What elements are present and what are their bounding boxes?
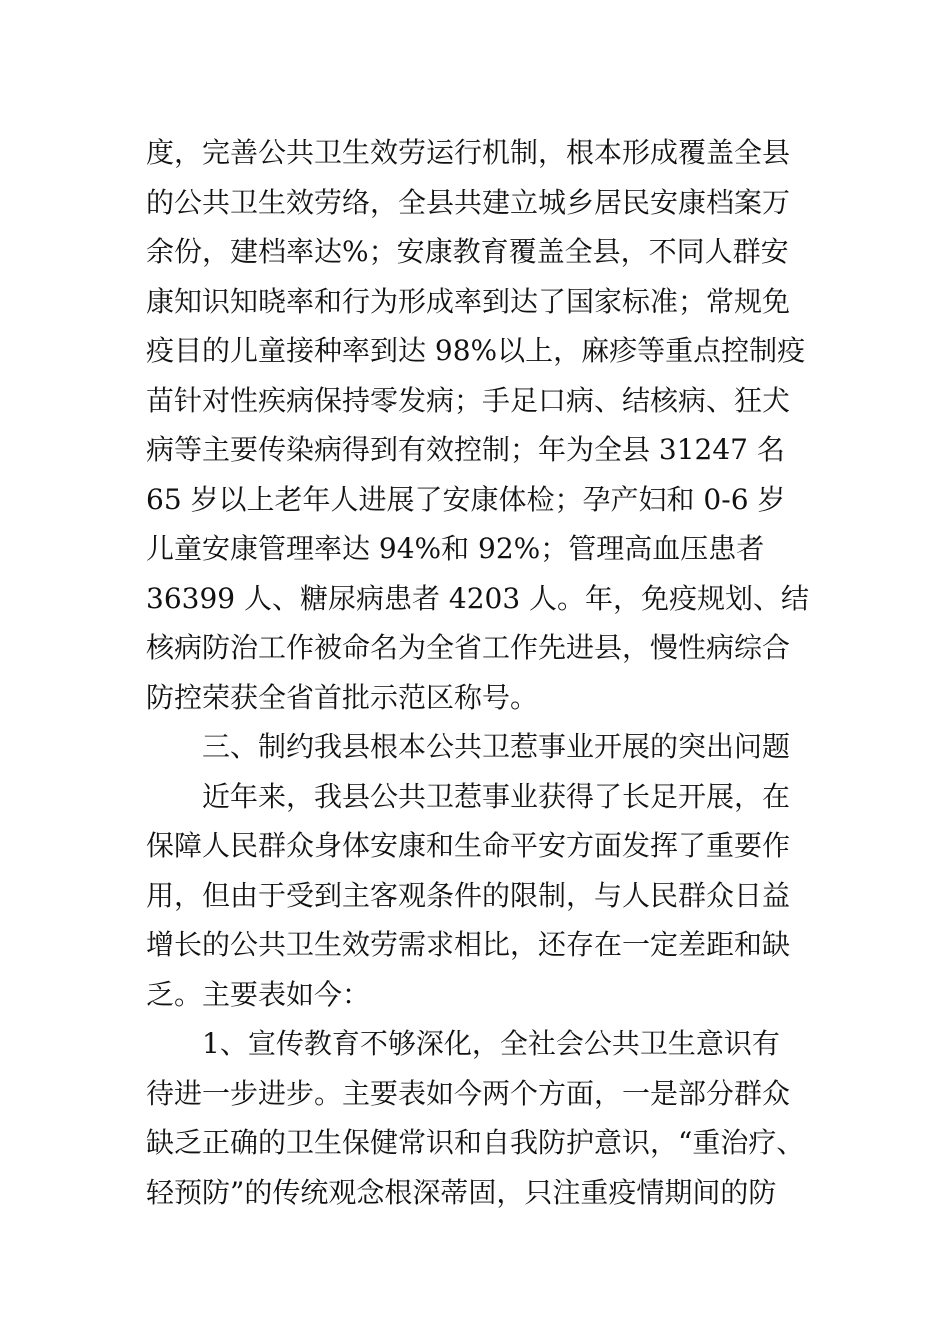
text-line: 度，完善公共卫生效劳运行机制，根本形成覆盖全县 <box>146 136 791 169</box>
text-line: 缺乏正确的卫生保健常识和自我防护意识，“重治疗、 <box>146 1126 805 1159</box>
text-line: 65 岁以上老年人进展了安康体检；孕产妇和 0-6 岁 <box>146 482 786 516</box>
text-line: 近年来，我县公共卫惹事业获得了长足开展，在 <box>202 779 791 813</box>
text-line: 增长的公共卫生效劳需求相比，还存在一定差距和缺 <box>146 928 791 961</box>
text-line: 待进一步进步。主要表如今两个方面，一是部分群众 <box>146 1076 791 1110</box>
text-line: 的公共卫生效劳络，全县共建立城乡居民安康档案万 <box>146 185 791 219</box>
text-line: 防控荣获全省首批示范区称号。 <box>146 680 539 714</box>
text-line: 病等主要传染病得到有效控制；年为全县 31247 名 <box>146 433 785 466</box>
text-line: 儿童安康管理率达 94%和 92%；管理高血压患者 <box>146 532 765 565</box>
text-line: 1、宣传教育不够深化，全社会公共卫生意识有 <box>202 1027 780 1060</box>
text-line: 康知识知晓率和行为形成率到达了国家标准；常规免 <box>146 284 791 318</box>
text-line: 乏。主要表如今： <box>146 977 371 1011</box>
text-line: 核病防治工作被命名为全省工作先进县，慢性病综合 <box>146 631 791 664</box>
text-line: 轻预防”的传统观念根深蒂固，只注重疫情期间的防 <box>146 1175 777 1209</box>
text-line: 36399 人、糖尿病患者 4203 人。年，免疫规划、结 <box>146 581 810 615</box>
text-line: 苗针对性疾病保持零发病；手足口病、结核病、狂犬 <box>146 383 791 417</box>
text-line: 疫目的儿童接种率到达 98%以上，麻疹等重点控制疫 <box>146 334 806 367</box>
body-text <box>146 128 846 1217</box>
text-line: 用，但由于受到主客观条件的限制，与人民群众日益 <box>146 878 791 912</box>
text-line: 余份，建档率达%；安康教育覆盖全县，不同人群安 <box>146 235 789 268</box>
section-heading: 三、制约我县根本公共卫惹事业开展的突出问题 <box>202 730 791 763</box>
text-line: 保障人民群众身体安康和生命平安方面发挥了重要作 <box>146 829 791 862</box>
